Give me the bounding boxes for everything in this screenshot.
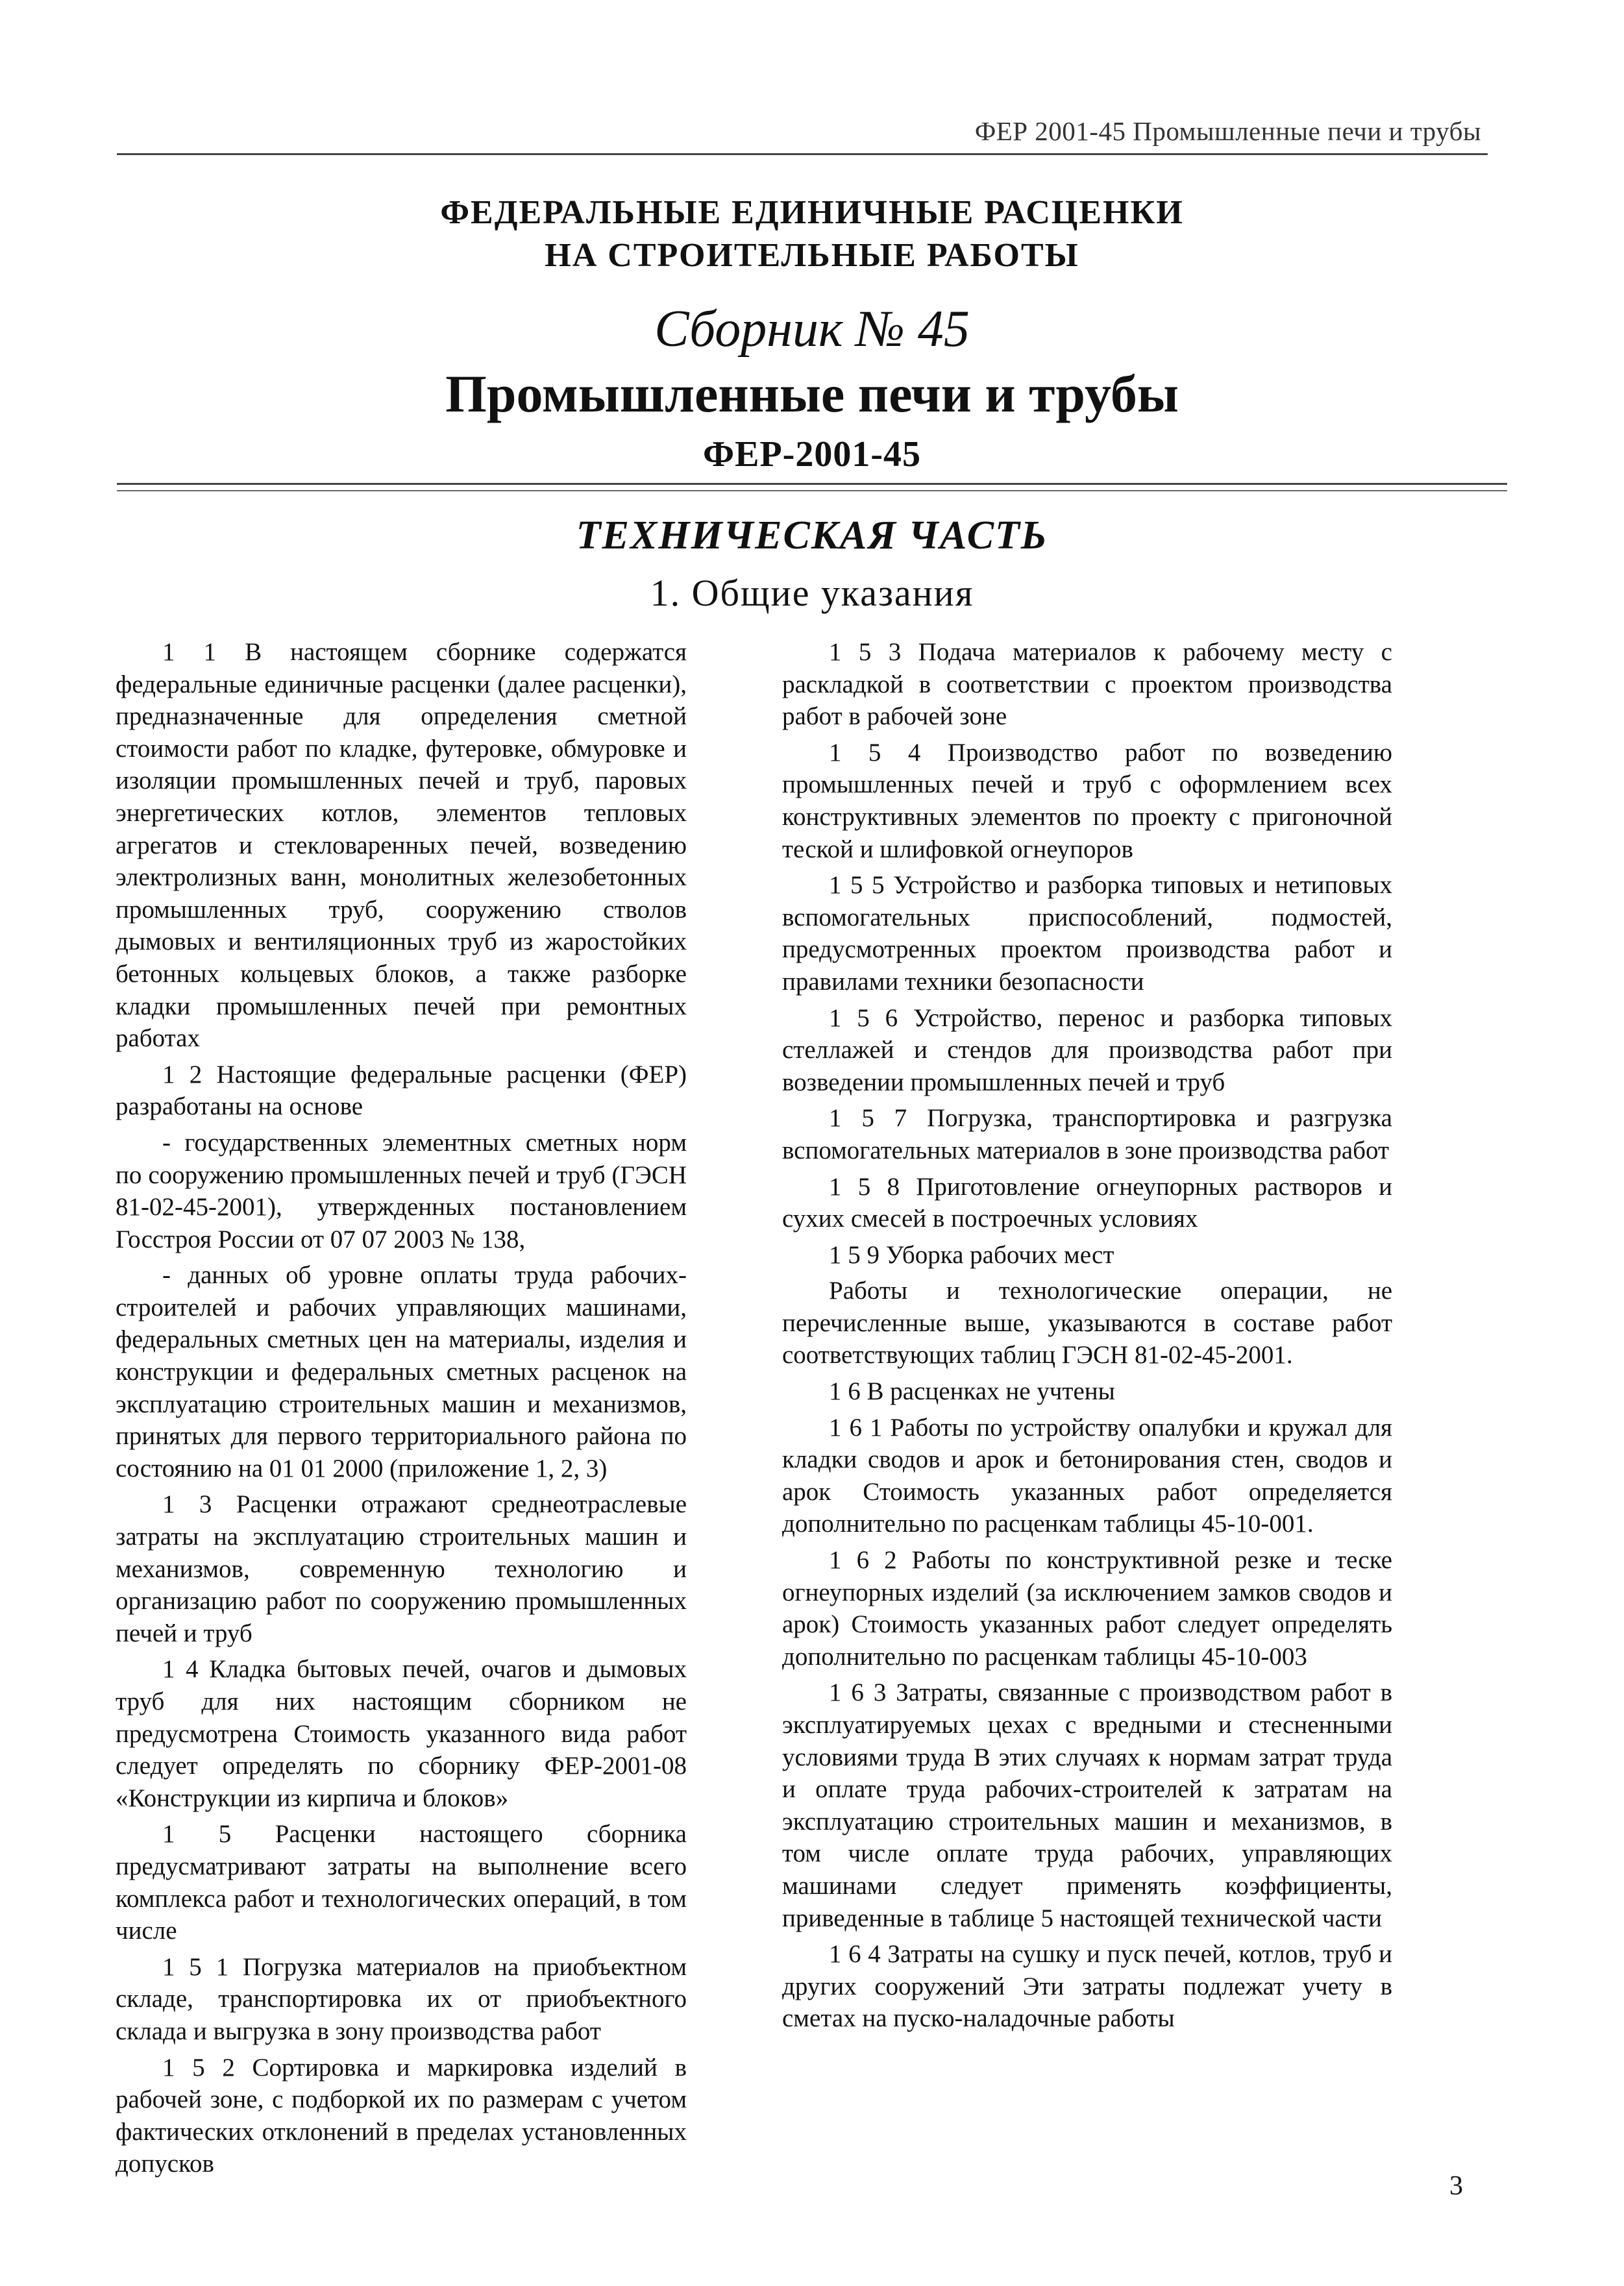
paragraph: 1 1 В настоящем сборнике содержатся федеральные единичные расценки (далее расценки), предназначенные для определения сметной стоимости работ по кладке, футеровке, обмуровке и изоляции промышленных печей и труб, паровых энергетических котлов, элементов тепловых агрегатов и стекловаренных печей, возведению электролизных ванн, монолитных железобетонных промышленных труб, сооружению стволов дымовых и вентиляционных труб из жаростойких бетонных кольцевых блоков, а также разборке кладки промышленных печей при ремонтных работах xyxy=(116,638,687,1053)
paragraph: 1 6 3 Затраты, связанные с производством работ в эксплуатируемых цехах с вредными и стесненными условиями труда В этих случаях к нормам затрат труда и оплате труда рабочих-строителей к затратам на эксплуатацию строительных машин и механизмов, в том числе оплате труда рабочих, управляющих машинами следует применять коэффициенты, приведенные в таблице 5 настоящей технической части xyxy=(782,1678,1392,1932)
paragraph: - государственных элементных сметных норм по сооружению промышленных печей и труб (ГЭСН 81-02-45-2001), утвержденных постановлением Госстроя России от 07 07 2003 № 138, xyxy=(116,1128,687,1253)
right-text-column xyxy=(782,636,1392,2039)
document-title-line-1: ФЕДЕРАЛЬНЫЕ ЕДИНИЧНЫЕ РАСЦЕНКИ xyxy=(440,194,1184,231)
paragraph: 1 5 3 Подача материалов к рабочему месту с раскладкой в соответствии с проектом производства работ в рабочей зоне xyxy=(782,638,1392,731)
document-title-line-2: НА СТРОИТЕЛЬНЫЕ РАБОТЫ xyxy=(545,237,1079,274)
paragraph: Работы и технологические операции, не перечисленные выше, указываются в составе работ соответствующих таблиц ГЭСН 81-02-45-2001. xyxy=(782,1277,1392,1370)
paragraph: 1 5 6 Устройство, перенос и разборка типовых стеллажей и стендов для производства работ при возведении промышленных печей и труб xyxy=(782,1003,1392,1096)
paragraph: 1 6 4 Затраты на сушку и пуск печей, котлов, труб и других сооружений Эти затраты подлежат учету в сметах на пуско-наладочные работы xyxy=(782,1940,1392,2033)
paragraph: 1 2 Настоящие федеральные расценки (ФЕР) разработаны на основе xyxy=(116,1060,687,1121)
paragraph: 1 5 7 Погрузка, транспортировка и разгрузка вспомогательных материалов в зоне производства работ xyxy=(782,1104,1392,1164)
section-title: ТЕХНИЧЕСКАЯ ЧАСТЬ xyxy=(576,513,1048,558)
paragraph: 1 5 1 Погрузка материалов на приобъектном складе, транспортировка их от приобъектного склада и выгрузка в зону производства работ xyxy=(116,1952,687,2045)
paragraph: 1 6 1 Работы по устройству опалубки и кружал для кладки сводов и арок и бетонирования стен, сводов и арок Стоимость указанных работ определяется дополнительно по расценкам таблицы 45-10-001. xyxy=(782,1413,1392,1538)
paragraph: 1 6 В расценках не учтены xyxy=(829,1377,1115,1406)
paragraph: 1 5 5 Устройство и разборка типовых и нетиповых вспомогательных приспособлений, подмостей, предусмотренных проектом производства работ и правилами техники безопасности xyxy=(782,871,1392,996)
paragraph: 1 5 8 Приготовление огнеупорных растворов и сухих смесей в построечных условиях xyxy=(782,1172,1392,1233)
paragraph: 1 4 Кладка бытовых печей, очагов и дымовых труб для них настоящим сборником не предусмотрена Стоимость указанного вида работ следует определять по сборнику ФЕР-2001-08 «Конструкции из кирпича и блоков» xyxy=(116,1655,687,1812)
collection-number: Сборник № 45 xyxy=(654,301,970,358)
paragraph: 1 5 9 Уборка рабочих мест xyxy=(829,1240,1114,1269)
paragraph: 1 5 Расценки настоящего сборника предусматривают затраты на выполнение всего комплекса работ и технологических операций, в том числе xyxy=(116,1820,687,1945)
paragraph: - данных об уровне оплаты труда рабочих-строителей и рабочих управляющих машинами, федеральных сметных цен на материалы, изделия и конструкции и федеральных сметных расценок на эксплуатацию строительных машин и механизмов, принятых для первого территориального района по состоянию на 01 01 2000 (приложение 1, 2, 3) xyxy=(116,1261,687,1482)
page-number: 3 xyxy=(1449,2171,1463,2201)
paragraph: 1 3 Расценки отражают среднеотраслевые затраты на эксплуатацию строительных машин и механизмов, современную технологию и организацию работ по сооружению промышленных печей и труб xyxy=(116,1490,687,1647)
subsection-title: 1. Общие указания xyxy=(650,572,974,614)
document-code: ФЕР-2001-45 xyxy=(703,434,921,474)
paragraph: 1 5 2 Сортировка и маркировка изделий в рабочей зоне, с подборкой их по размерам с учетом фактических отклонений в пределах установленных допусков xyxy=(116,2053,687,2178)
left-text-column xyxy=(116,636,687,2184)
header-divider xyxy=(117,153,1488,155)
paragraph: 1 6 2 Работы по конструктивной резке и теске огнеупорных изделий (за исключением замков сводов и арок) Стоимость указанных работ следует определять дополнительно по расценкам таблицы 45-10-003 xyxy=(782,1546,1392,1671)
paragraph: 1 5 4 Производство работ по возведению промышленных печей и труб с оформлением всех конструктивных элементов по проекту с пригоночной теской и шлифовкой огнеупоров xyxy=(782,738,1392,863)
running-header: ФЕР 2001-45 Промышленные печи и трубы xyxy=(974,116,1481,146)
title-divider xyxy=(117,483,1507,491)
collection-name: Промышленные печи и трубы xyxy=(445,364,1179,423)
